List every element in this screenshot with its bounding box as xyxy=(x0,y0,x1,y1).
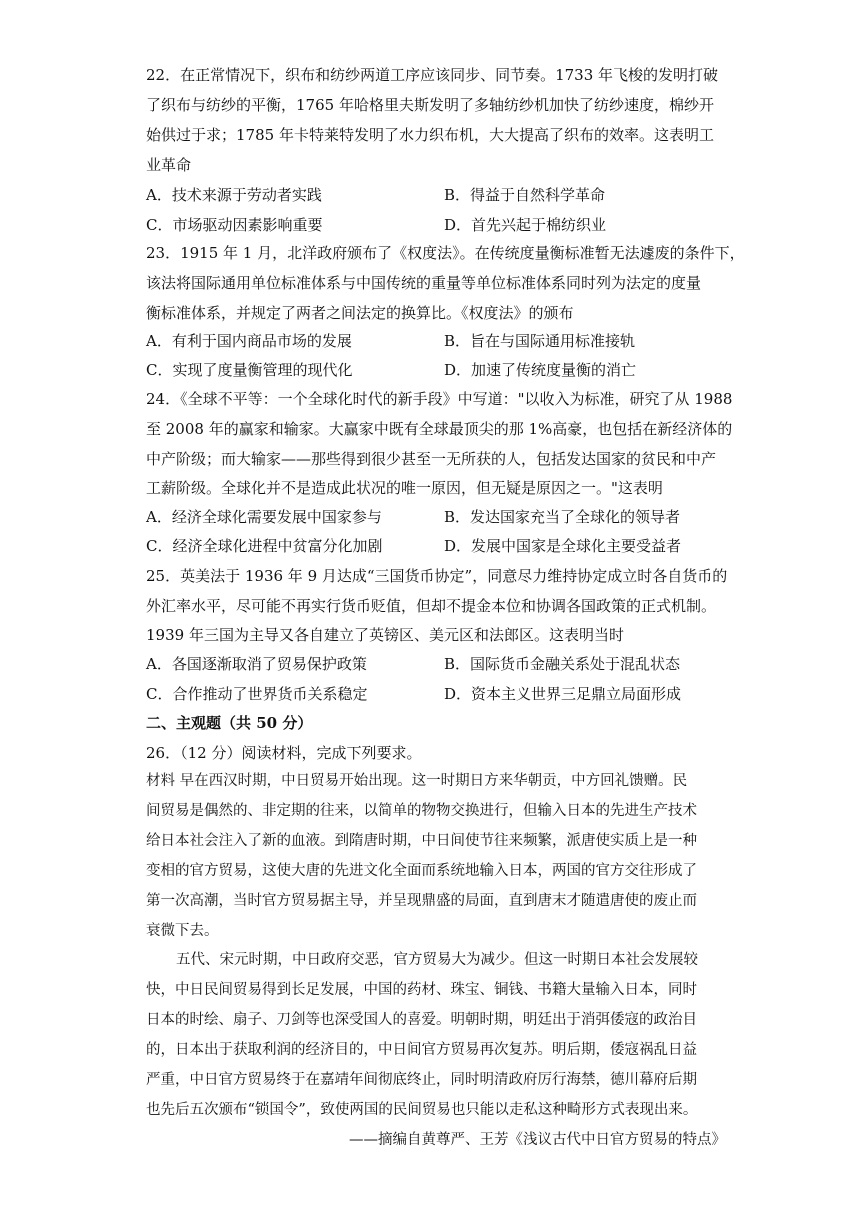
material-line: 日本的时绘、扇子、刀剑等也深受国人的喜爱。明朝时期，明廷出于消弭倭寇的政治目 xyxy=(146,1012,697,1028)
q26-stem: 26．（12 分）阅读材料，完成下列要求。 xyxy=(146,744,422,762)
q22-option-b: B．得益于自然科学革命 xyxy=(444,186,606,204)
q24-line-1: 24．《全球不平等：一个全球化时代的新手段》中写道："以收入为标准，研究了从 1988 xyxy=(146,390,733,408)
material-line: 快，中日民间贸易得到长足发展，中国的药材、珠宝、铜钱、书籍大量输入日本，同时 xyxy=(146,982,697,998)
q24-line-3: 中产阶级；而大输家——那些得到很少甚至一无所获的人，包括发达国家的贫民和中产 xyxy=(146,450,717,468)
source-attribution: ——摘编自黄尊严、王芳《浅议古代中日官方贸易的特点》 xyxy=(349,1132,726,1148)
q23-line-3: 衡标准体系，并规定了两者之间法定的换算比。《权度法》的颁布 xyxy=(146,304,574,322)
material-line: 衰微下去。 xyxy=(146,923,219,939)
q22-option-a: A．技术来源于劳动者实践 xyxy=(146,186,322,204)
q23-option-c: C．实现了度量衡管理的现代化 xyxy=(146,361,353,379)
material-line: 也先后五次颁布“锁国令”，致使两国的民间贸易也只能以走私这种畸形方式表现出来。 xyxy=(146,1102,698,1118)
material-line: 给日本社会注入了新的血液。到隋唐时期，中日间使节往来频繁，派唐使实质上是一种 xyxy=(146,833,697,849)
q22-line-4: 业革命 xyxy=(146,156,192,174)
q24-option-b: B．发达国家充当了全球化的领导者 xyxy=(444,508,681,526)
material-line: 第一次高潮，当时官方贸易据主导，并呈现鼎盛的局面，直到唐末才随遣唐使的废止而 xyxy=(146,893,697,909)
material-line: 变相的官方贸易，这使大唐的先进文化全面而系统地输入日本，两国的官方交往形成了 xyxy=(146,863,697,879)
q24-option-c: C．经济全球化进程中贫富分化加剧 xyxy=(146,537,383,555)
q24-line-2: 至 2008 年的赢家和输家。大赢家中既有全球最顶尖的那 1%高豪，也包括在新经济体的 xyxy=(146,420,733,438)
q24-line-4: 工薪阶级。全球化并不是造成此状况的唯一原因，但无疑是原因之一。"这表明 xyxy=(146,479,663,497)
q25-option-b: B．国际货币金融关系处于混乱状态 xyxy=(444,655,681,673)
q25-line-2: 外汇率水平，尽可能不再实行货币贬值，但却不提金本位和协调各国政策的正式机制。 xyxy=(146,597,717,615)
q23-option-d: D．加速了传统度量衡的消亡 xyxy=(444,361,637,379)
q22-line-2: 了织布与纺纱的平衡，1765 年哈格里夫斯发明了多轴纺纱机加快了纺纱速度，棉纱开 xyxy=(146,96,714,114)
q23-line-2: 该法将国际通用单位标准体系与中国传统的重量等单位标准体系同时列为法定的度量 xyxy=(146,274,702,292)
q23-line-1: 23．1915 年 1 月，北洋政府颁布了《权度法》。在传统度量衡标准暂无法遽废的条件下， xyxy=(146,244,745,262)
q25-option-a: A．各国逐渐取消了贸易保护政策 xyxy=(146,655,367,673)
q22-option-d: D．首先兴起于棉纺织业 xyxy=(444,216,607,234)
q24-option-a: A．经济全球化需要发展中国家参与 xyxy=(146,508,382,526)
q22-line-1: 22．在正常情况下，织布和纺纱两道工序应该同步、同节奏。1733 年飞梭的发明打破 xyxy=(146,66,719,84)
material-line: 材料 早在西汉时期，中日贸易开始出现。这一时期日方来华朝贡，中方回礼馈赠。民 xyxy=(146,773,688,789)
q25-option-c: C．合作推动了世界货币关系稳定 xyxy=(146,685,368,703)
material-line: 的，日本出于获取利润的经济目的，中日间官方贸易再次复苏。明后期，倭寇祸乱日益 xyxy=(146,1042,697,1058)
q22-line-3: 始供过于求；1785 年卡特莱特发明了水力织布机，大大提高了织布的效率。这表明工 xyxy=(146,126,714,144)
material-line: 严重，中日官方贸易终于在嘉靖年间彻底终止，同时明清政府厉行海禁，德川幕府后期 xyxy=(146,1072,697,1088)
material-line: 间贸易是偶然的、非定期的往来，以简单的物物交换进行，但输入日本的先进生产技术 xyxy=(146,803,697,819)
section-heading: 二、主观题（共 50 分） xyxy=(146,714,313,732)
q23-option-a: A．有利于国内商品市场的发展 xyxy=(146,332,352,350)
material-line: 五代、宋元时期，中日政府交恶，官方贸易大为减少。但这一时期日本社会发展较 xyxy=(176,952,698,968)
q23-option-b: B．旨在与国际通用标准接轨 xyxy=(444,332,636,350)
q25-option-d: D．资本主义世界三足鼎立局面形成 xyxy=(444,685,682,703)
q24-option-d: D．发展中国家是全球化主要受益者 xyxy=(444,537,682,555)
q25-line-3: 1939 年三国为主导又各自建立了英镑区、美元区和法郎区。这表明当时 xyxy=(146,626,624,644)
q25-line-1: 25．英美法于 1936 年 9 月达成“三国货币协定”，同意尽力维持协定成立时各自货币的 xyxy=(146,567,728,585)
q22-option-c: C．市场驱动因素影响重要 xyxy=(146,216,323,234)
